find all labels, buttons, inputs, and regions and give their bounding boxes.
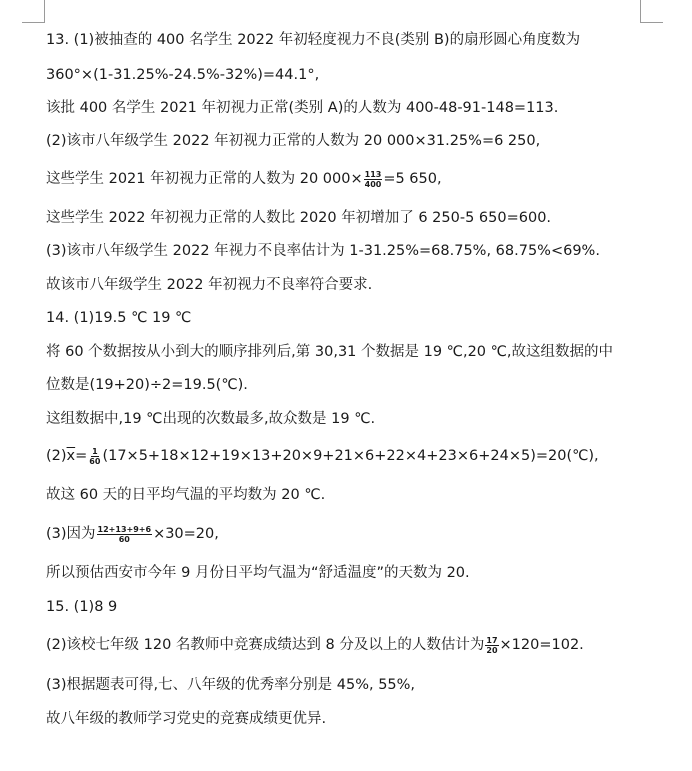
fraction-numerator: 1: [92, 446, 98, 456]
text-line-with-fraction: [46, 446, 684, 466]
fraction: [97, 525, 153, 544]
fraction-denominator: 60: [118, 534, 130, 544]
text-line: (3)根据题表可得,七、八年级的优秀率分别是 45%, 55%,: [46, 677, 416, 693]
text-line: 故该市八年级学生 2022 年初视力不良率符合要求.: [46, 277, 373, 293]
text-line-with-fraction: [46, 635, 684, 655]
text-segment: =: [75, 448, 88, 464]
text-line: 故八年级的教师学习党史的竞赛成绩更优异.: [46, 711, 327, 727]
fraction-denominator: 60: [89, 456, 101, 466]
text-segment: ×30=20,: [153, 526, 219, 542]
text-line-with-fraction: [46, 524, 684, 544]
text-line: 15. (1)8 9: [46, 599, 118, 615]
text-line-with-fraction: [46, 169, 684, 189]
text-line: 13. (1)被抽查的 400 名学生 2022 年初轻度视力不良(类别 B)的扇形圆心角度数为: [46, 32, 581, 48]
fraction-numerator: 17: [486, 635, 498, 645]
fraction-numerator: 12+13+9+6: [97, 524, 152, 534]
text-line: 将 60 个数据按从小到大的顺序排列后,第 30,31 个数据是 19 ℃,20 ℃,故这组数据的中: [46, 344, 614, 360]
fraction: [485, 636, 498, 655]
fraction: [88, 447, 101, 466]
fraction-denominator: 400: [364, 179, 382, 189]
text-line: 该批 400 名学生 2021 年初视力正常(类别 A)的人数为 400-48-91-148=113.: [46, 100, 559, 116]
page-corner-mark-left: [22, 0, 45, 23]
text-line: 这些学生 2022 年初视力正常的人数比 2020 年初增加了 6 250-5 650=600.: [46, 210, 552, 226]
fraction-denominator: 20: [486, 645, 498, 655]
text-segment: (17×5+18×12+19×13+20×9+21×6+22×4+23×6+24×5)=20(℃),: [102, 448, 599, 464]
text-line: (3)该市八年级学生 2022 年视力不良率估计为 1-31.25%=68.75%, 68.75%<69%.: [46, 243, 600, 259]
text-segment: (2): [46, 448, 67, 464]
text-line: (2)该市八年级学生 2022 年初视力正常的人数为 20 000×31.25%=6 250,: [46, 133, 541, 149]
text-line: 所以预估西安市今年 9 月份日平均气温为“舒适温度”的天数为 20.: [46, 565, 470, 581]
fraction-numerator: 113: [364, 169, 382, 179]
text-segment: 这些学生 2021 年初视力正常的人数为 20 000×: [46, 171, 363, 187]
text-line: 这组数据中,19 ℃出现的次数最多,故众数是 19 ℃.: [46, 411, 376, 427]
text-line: 360°×(1-31.25%-24.5%-32%)=44.1°,: [46, 67, 320, 83]
text-segment: (2)该校七年级 120 名教师中竞赛成绩达到 8 分及以上的人数估计为: [46, 637, 485, 653]
text-line: 14. (1)19.5 ℃ 19 ℃: [46, 310, 192, 326]
text-segment: ×120=102.: [499, 637, 584, 653]
page-corner-mark-right: [640, 0, 663, 23]
mean-symbol: $\overline{x}$: [66, 448, 76, 464]
text-line: 故这 60 天的日平均气温的平均数为 20 ℃.: [46, 487, 326, 503]
fraction: [364, 170, 383, 189]
text-line: 位数是(19+20)÷2=19.5(℃).: [46, 377, 248, 393]
text-segment: (3)因为: [46, 526, 96, 542]
text-segment: =5 650,: [383, 171, 442, 187]
